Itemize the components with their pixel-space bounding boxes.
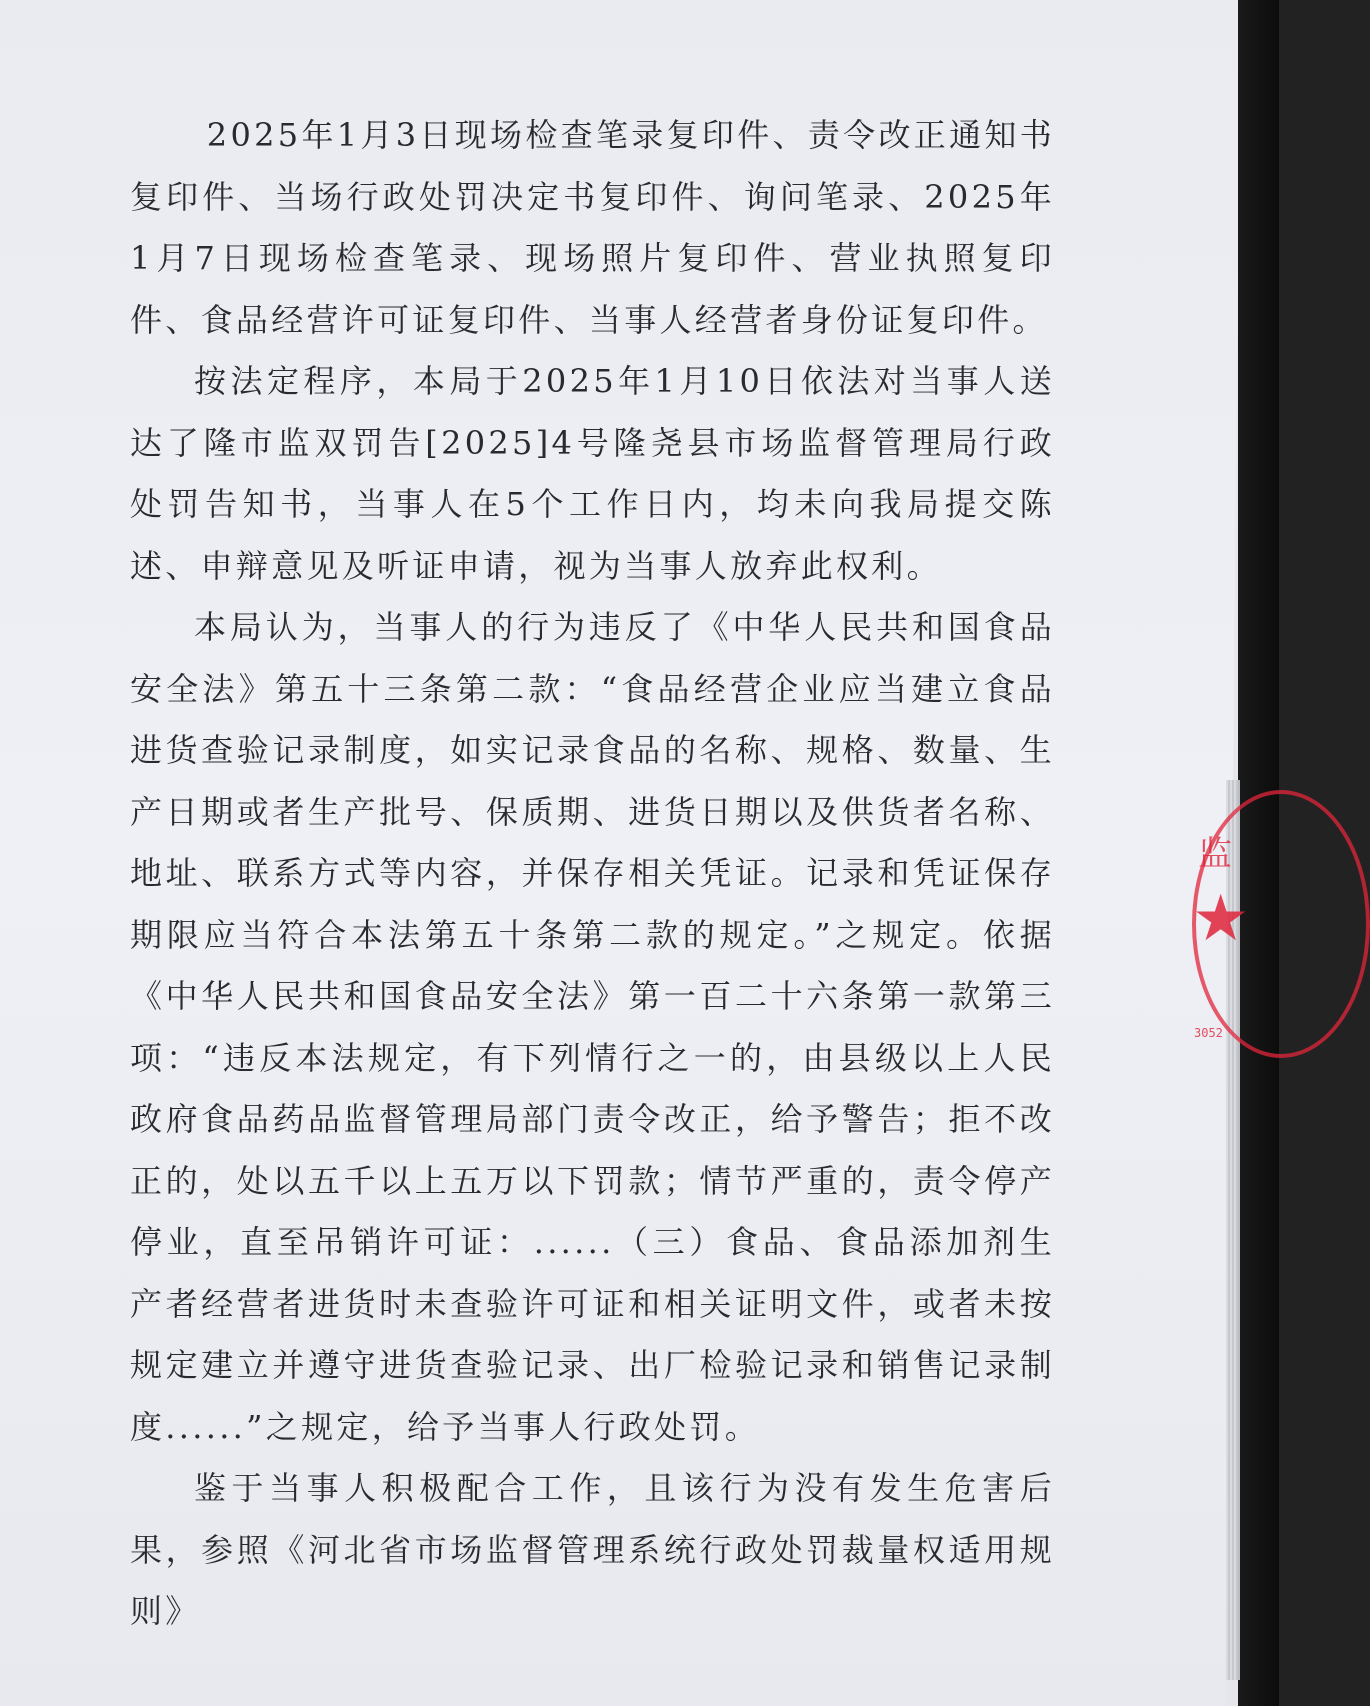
seal-character: 监 bbox=[1198, 834, 1232, 874]
paragraph-procedure: 按法定程序，本局于2025年1月10日依法对当事人送达了隆市监双罚告[2025]4号隆尧县市场监督管理局行政处罚告知书，当事人在5个工作日内，均未向我局提交陈述、申辩意见及听证申请，视为当事人放弃此权利。 bbox=[130, 362, 1055, 585]
seal-code: 3052 bbox=[1194, 1026, 1223, 1040]
document-body bbox=[130, 105, 1055, 1643]
star-icon: ★ bbox=[1192, 882, 1250, 956]
official-seal bbox=[1182, 790, 1250, 1060]
paragraph-legal-basis: 本局认为，当事人的行为违反了《中华人民共和国食品安全法》第五十三条第二款：“食品经营企业应当建立食品进货查验记录制度，如实记录食品的名称、规格、数量、生产日期或者生产批号、保质期、进货日期以及供货者名称、地址、联系方式等内容，并保存相关凭证。记录和凭证保存期限应当符合本法第五十条第二款的规定。”之规定。依据《中华人民共和国食品安全法》第一百二十六条第一款第三项：“违反本法规定，有下列情行之一的，由县级以上人民政府食品药品监督管理局部门责令改正，给予警告；拒不改正的，处以五千以上五万以下罚款；情节严重的，责令停产停业，直至吊销许可证：......（三）食品、食品添加剂生产者经营者进货时未查验许可证和相关证明文件，或者未按规定建立并遵守进货查验记录、出厂检验记录和销售记录制度......”之规定，给予当事人行政处罚。 bbox=[130, 608, 1055, 1446]
paragraph-evidence-list: 2025年1月3日现场检查笔录复印件、责令改正通知书复印件、当场行政处罚决定书复印件、询问笔录、2025年1月7日现场检查笔录、现场照片复印件、营业执照复印件、食品经营许可证复印件、当事人经营者身份证复印件。 bbox=[130, 116, 1055, 339]
paragraph-mitigation: 鉴于当事人积极配合工作，且该行为没有发生危害后果，参照《河北省市场监督管理系统行政处罚裁量权适用规则》 bbox=[130, 1469, 1055, 1630]
